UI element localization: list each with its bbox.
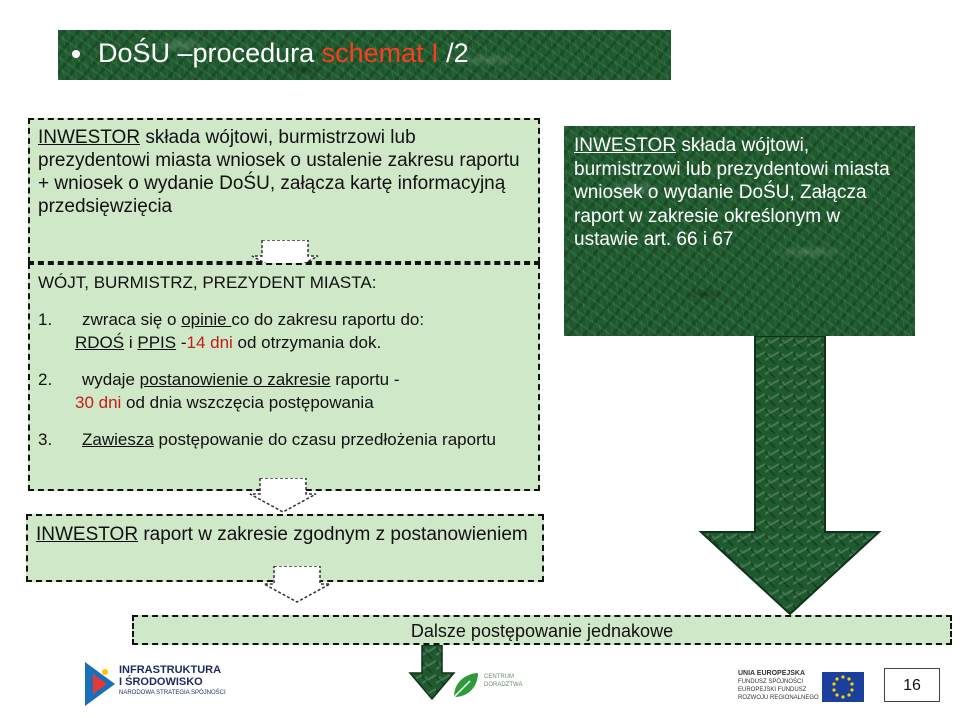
step-2: 2. wydaje postanowienie o zakresie raportu - 30 dni od dnia wszczęcia postępowania — [38, 370, 400, 412]
slide-title: DoŚU –procedura schemat I /2 — [98, 38, 469, 68]
wniosek-text: składa wójtowi, burmistrzowi lub prezydentowi miasta wniosek o ustalenie zakresu raportu + wniosek o wydanie DoŚU, załącza kartę informacyjną przedsięwzięcia — [38, 127, 520, 217]
eu-flag-icon — [822, 672, 864, 702]
wojt-header: WÓJT, BURMISTRZ, PREZYDENT MIASTA: — [38, 273, 377, 292]
title-bullet — [72, 50, 80, 58]
right-box-text: składa wójtowi, burmistrzowi lub prezydentowi miasta wniosek o wydanie DoŚU, Załącza raport w zakresie określonym w ustawie art. 66 i 67 — [574, 135, 890, 250]
deadline-14: 14 dni — [186, 333, 233, 352]
right-box — [564, 126, 915, 336]
arrow-down-3-icon — [262, 566, 332, 604]
logo-unia-europejska: UNIA EUROPEJSKA FUNDUSZ SPÓJNOŚCI EUROPEJSKI FUNDUSZ ROZWOJU REGIONALNEGO — [738, 668, 868, 708]
big-arrow-down-icon — [695, 336, 885, 616]
step-1: 1. zwraca się o opinie co do zakresu raportu do: RDOŚ i PPIS -14 dni od otrzymania dok. — [38, 310, 425, 352]
investor-label: INWESTOR — [574, 135, 677, 156]
step-3: 3. Zawiesza postępowanie do czasu przedłożenia raportu — [38, 430, 496, 449]
deadline-30: 30 dni — [75, 393, 122, 412]
infrastruktura-emblem-icon — [85, 662, 115, 706]
centrum-leaf-icon — [450, 669, 480, 701]
arrow-down-2-icon — [248, 478, 318, 514]
logo-infrastruktura: INFRASTRUKTURA I ŚRODOWISKO NARODOWA STRATEGIA SPÓJNOŚCI — [85, 660, 225, 708]
investor-label: INWESTOR — [36, 524, 139, 545]
raport-text: raport w zakresie zgodnym z postanowieniem — [138, 524, 528, 545]
title-bar — [58, 30, 671, 80]
title-accent: schemat I — [321, 38, 439, 68]
page-number: 16 — [884, 668, 940, 702]
investor-label: INWESTOR — [38, 127, 141, 148]
box-wojt — [28, 263, 540, 491]
logo-centrum: CENTRUM DORADZTWA — [450, 665, 545, 705]
box-dalsze — [132, 615, 952, 645]
dalsze-text: Dalsze postępowanie jednakowe — [410, 621, 674, 641]
arrow-down-dalsze-icon — [408, 645, 456, 701]
